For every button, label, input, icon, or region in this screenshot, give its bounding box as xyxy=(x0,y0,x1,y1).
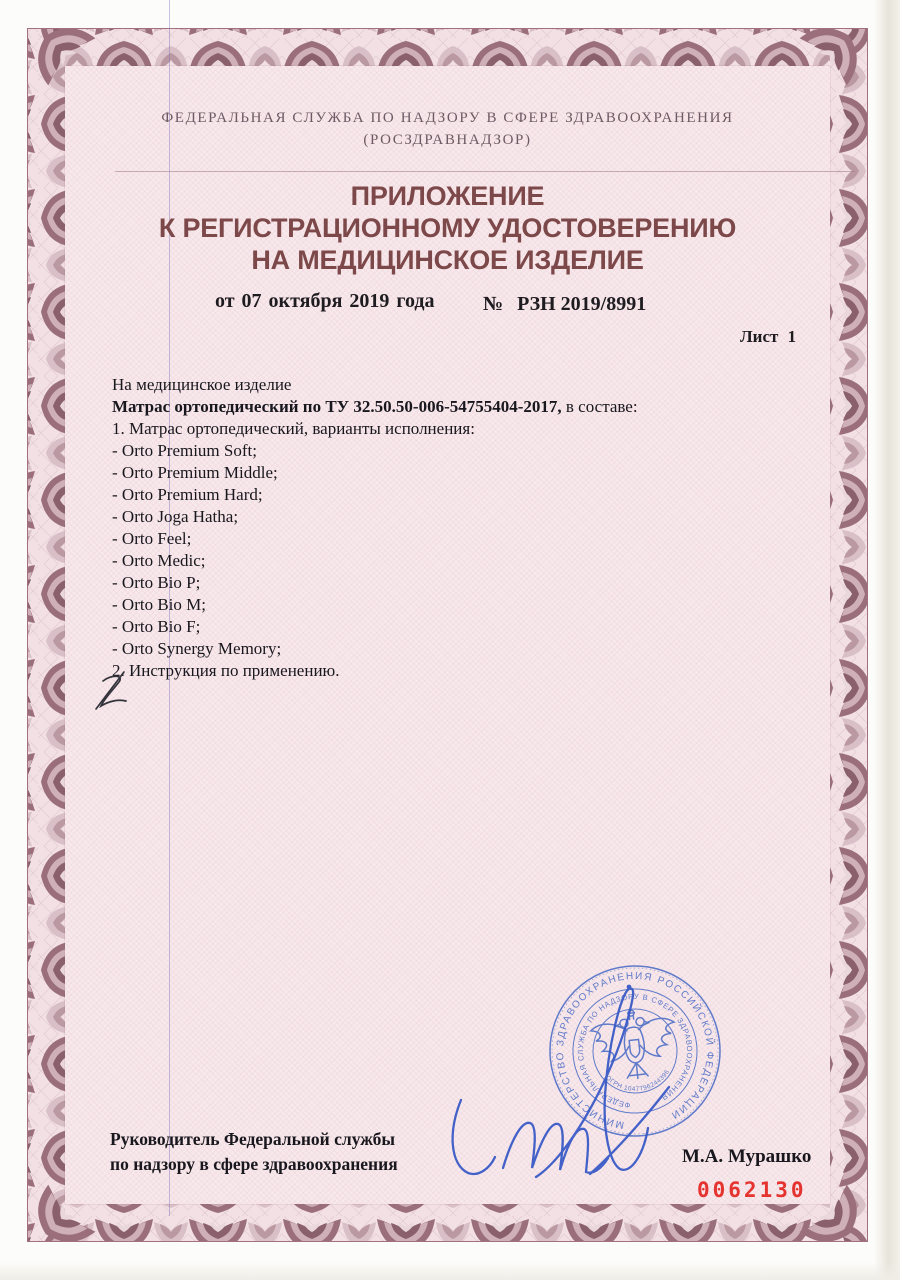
variant-item: - Orto Premium Middle; xyxy=(112,463,278,482)
body-item-2: 2. Инструкция по применению. xyxy=(112,661,340,680)
variant-item: - Orto Bio F; xyxy=(112,617,201,636)
body-intro: На медицинское изделие xyxy=(112,375,292,394)
serial-number: 0062130 xyxy=(697,1178,807,1202)
authority-line-2: (РОСЗДРАВНАДЗОР) xyxy=(363,132,532,148)
number-value: РЗН 2019/8991 xyxy=(517,293,647,315)
stamp-ogrn-text: ОГРН 1047796244396 xyxy=(604,1068,672,1093)
title-line-1: ПРИЛОЖЕНИЕ xyxy=(350,181,545,211)
product-name-bold: Матрас ортопедический по ТУ 32.50.50-006-54755404-2017, xyxy=(112,397,562,416)
variant-item: - Orto Medic; xyxy=(112,551,206,570)
title-line-2: К РЕГИСТРАЦИОННОМУ УДОСТОВЕРЕНИЮ xyxy=(158,213,737,243)
variant-item: - Orto Feel; xyxy=(112,529,192,548)
signature xyxy=(453,985,669,1177)
sheet-label: Лист 1 xyxy=(740,327,797,346)
title-line-3: НА МЕДИЦИНСКОЕ ИЗДЕЛИЕ xyxy=(251,245,644,275)
stamp-inner-ring-text: ФЕДЕРАЛЬНАЯ СЛУЖБА ПО НАДЗОРУ В СФЕРЕ ЗДРАВООХРАНЕНИЯ xyxy=(575,991,695,1110)
variant-item: - Orto Premium Hard; xyxy=(112,485,263,504)
variant-item: - Orto Premium Soft; xyxy=(112,441,257,460)
registration-date: от 07 октября 2019 года xyxy=(215,290,435,312)
variant-item: - Orto Bio M; xyxy=(112,595,206,614)
signer-title-line-1: Руководитель Федеральной службы xyxy=(110,1129,396,1149)
body-item-1: 1. Матрас ортопедический, варианты исполнения: xyxy=(112,419,475,438)
handwritten-mark xyxy=(96,672,126,709)
variant-item: - Orto Synergy Memory; xyxy=(112,639,282,658)
variant-item: - Orto Joga Hatha; xyxy=(112,507,239,526)
authority-line-1: ФЕДЕРАЛЬНАЯ СЛУЖБА ПО НАДЗОРУ В СФЕРЕ ЗДРАВООХРАНЕНИЯ xyxy=(161,110,734,126)
variant-item: - Orto Bio P; xyxy=(112,573,201,592)
signer-title-line-2: по надзору в сфере здравоохранения xyxy=(110,1154,398,1174)
stamp-outer-ring-text: МИНИСТЕРСТВО ЗДРАВООХРАНЕНИЯ РОССИЙСКОЙ ФЕДЕРАЦИИ xyxy=(554,970,716,1131)
number-sign: № xyxy=(483,293,504,315)
signer-name: М.А. Мурашко xyxy=(682,1146,812,1167)
product-name-tail: в составе: xyxy=(561,397,638,416)
